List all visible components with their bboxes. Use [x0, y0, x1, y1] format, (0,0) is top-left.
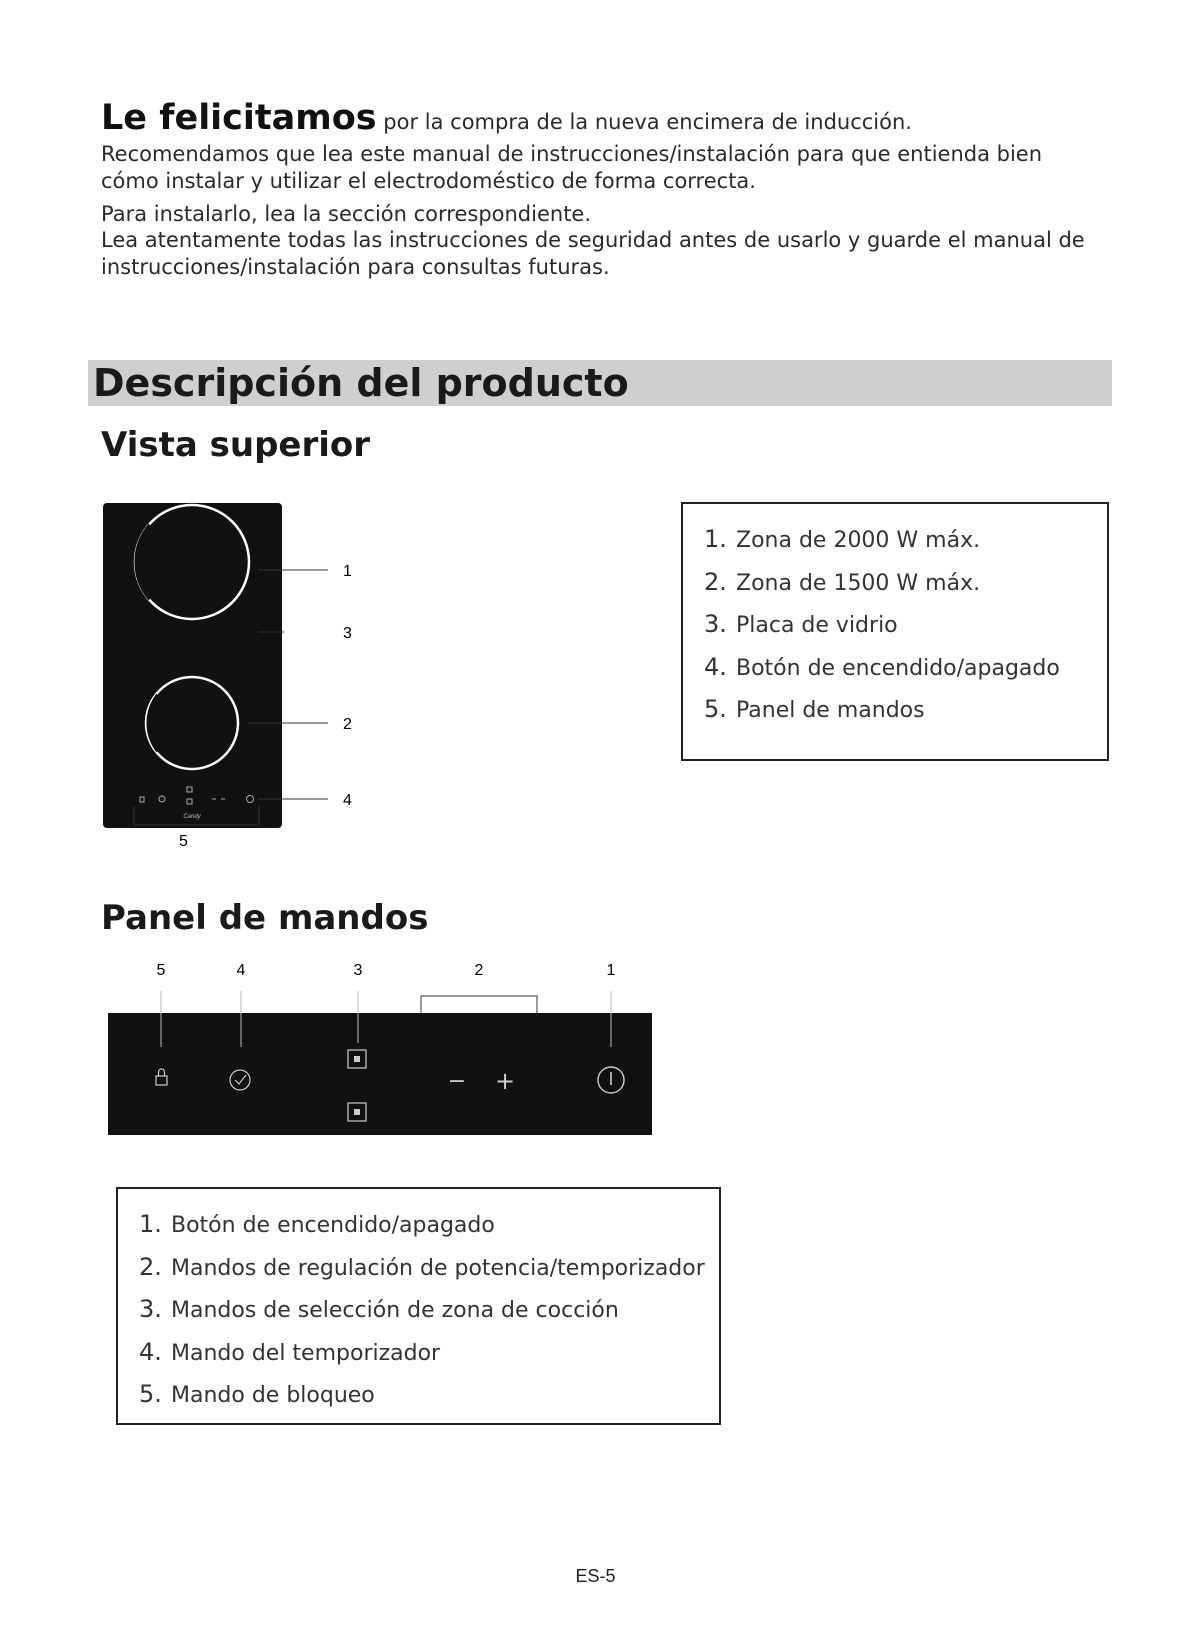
- legend-item: 4. Botón de encendido/apagado: [704, 652, 1060, 681]
- panel-callout-5: 5: [156, 962, 166, 979]
- legend-item: 3. Mandos de selección de zona de cocción: [139, 1295, 619, 1323]
- plus-icon: +: [494, 1067, 516, 1095]
- intro-paragraph-3: Lea atentamente todas las instrucciones de seguridad antes de usarlo y guarde el manual de instrucciones/instalación para consultas futuras.: [101, 228, 1085, 280]
- intro-lead-bold: Le felicitamos: [101, 98, 377, 138]
- control-panel-diagram: [100, 955, 660, 1140]
- legend-item: 4. Mando del temporizador: [139, 1337, 441, 1366]
- intro-lead: [101, 96, 1101, 141]
- intro-paragraph-1: Recomendamos que lea este manual de instrucciones/instalación para que entienda bien cómo instalar y utilizar el electrodoméstico de forma correcta.: [101, 141, 1043, 193]
- callout-1: 1: [343, 563, 352, 580]
- callout-3: 3: [343, 625, 352, 642]
- hob-brand: Candy: [183, 814, 201, 820]
- legend-item: 2. Mandos de regulación de potencia/temporizador: [139, 1252, 705, 1281]
- section-title: Descripción del producto: [93, 361, 629, 405]
- panel-strip: [108, 1013, 652, 1135]
- panel-callout-3: 3: [353, 962, 363, 979]
- legend-item: 1. Botón de encendido/apagado: [139, 1210, 495, 1238]
- top-view-legend: [681, 502, 1109, 761]
- control-panel-heading: Panel de mandos: [101, 898, 429, 938]
- legend-item: 1. Zona de 2000 W máx.: [704, 525, 981, 553]
- panel-callout-1: 1: [606, 962, 616, 979]
- intro-lead-rest: por la compra de la nueva encimera de inducción.: [376, 110, 912, 134]
- legend-item: 5. Mando de bloqueo: [139, 1380, 375, 1408]
- callout-2: 2: [343, 716, 352, 733]
- panel-callout-2: 2: [474, 962, 484, 979]
- intro-text: [101, 96, 1101, 281]
- legend-item: 3. Placa de vidrio: [704, 610, 898, 638]
- legend-item: 5. Panel de mandos: [704, 695, 925, 723]
- legend-item: 2. Zona de 1500 W máx.: [704, 567, 981, 596]
- control-panel-legend: [116, 1187, 721, 1425]
- panel-callout-4: 4: [236, 962, 246, 979]
- minus-icon: −: [447, 1069, 467, 1094]
- hob-glass-plate: [103, 503, 282, 828]
- hob-top-view-diagram: [95, 495, 385, 855]
- callout-4: 4: [343, 792, 352, 809]
- page-number: ES-5: [575, 1566, 616, 1586]
- intro-paragraph-2: Para instalarlo, lea la sección correspondiente.: [101, 201, 592, 226]
- top-view-heading: Vista superior: [101, 425, 371, 465]
- callout-5: 5: [179, 833, 188, 850]
